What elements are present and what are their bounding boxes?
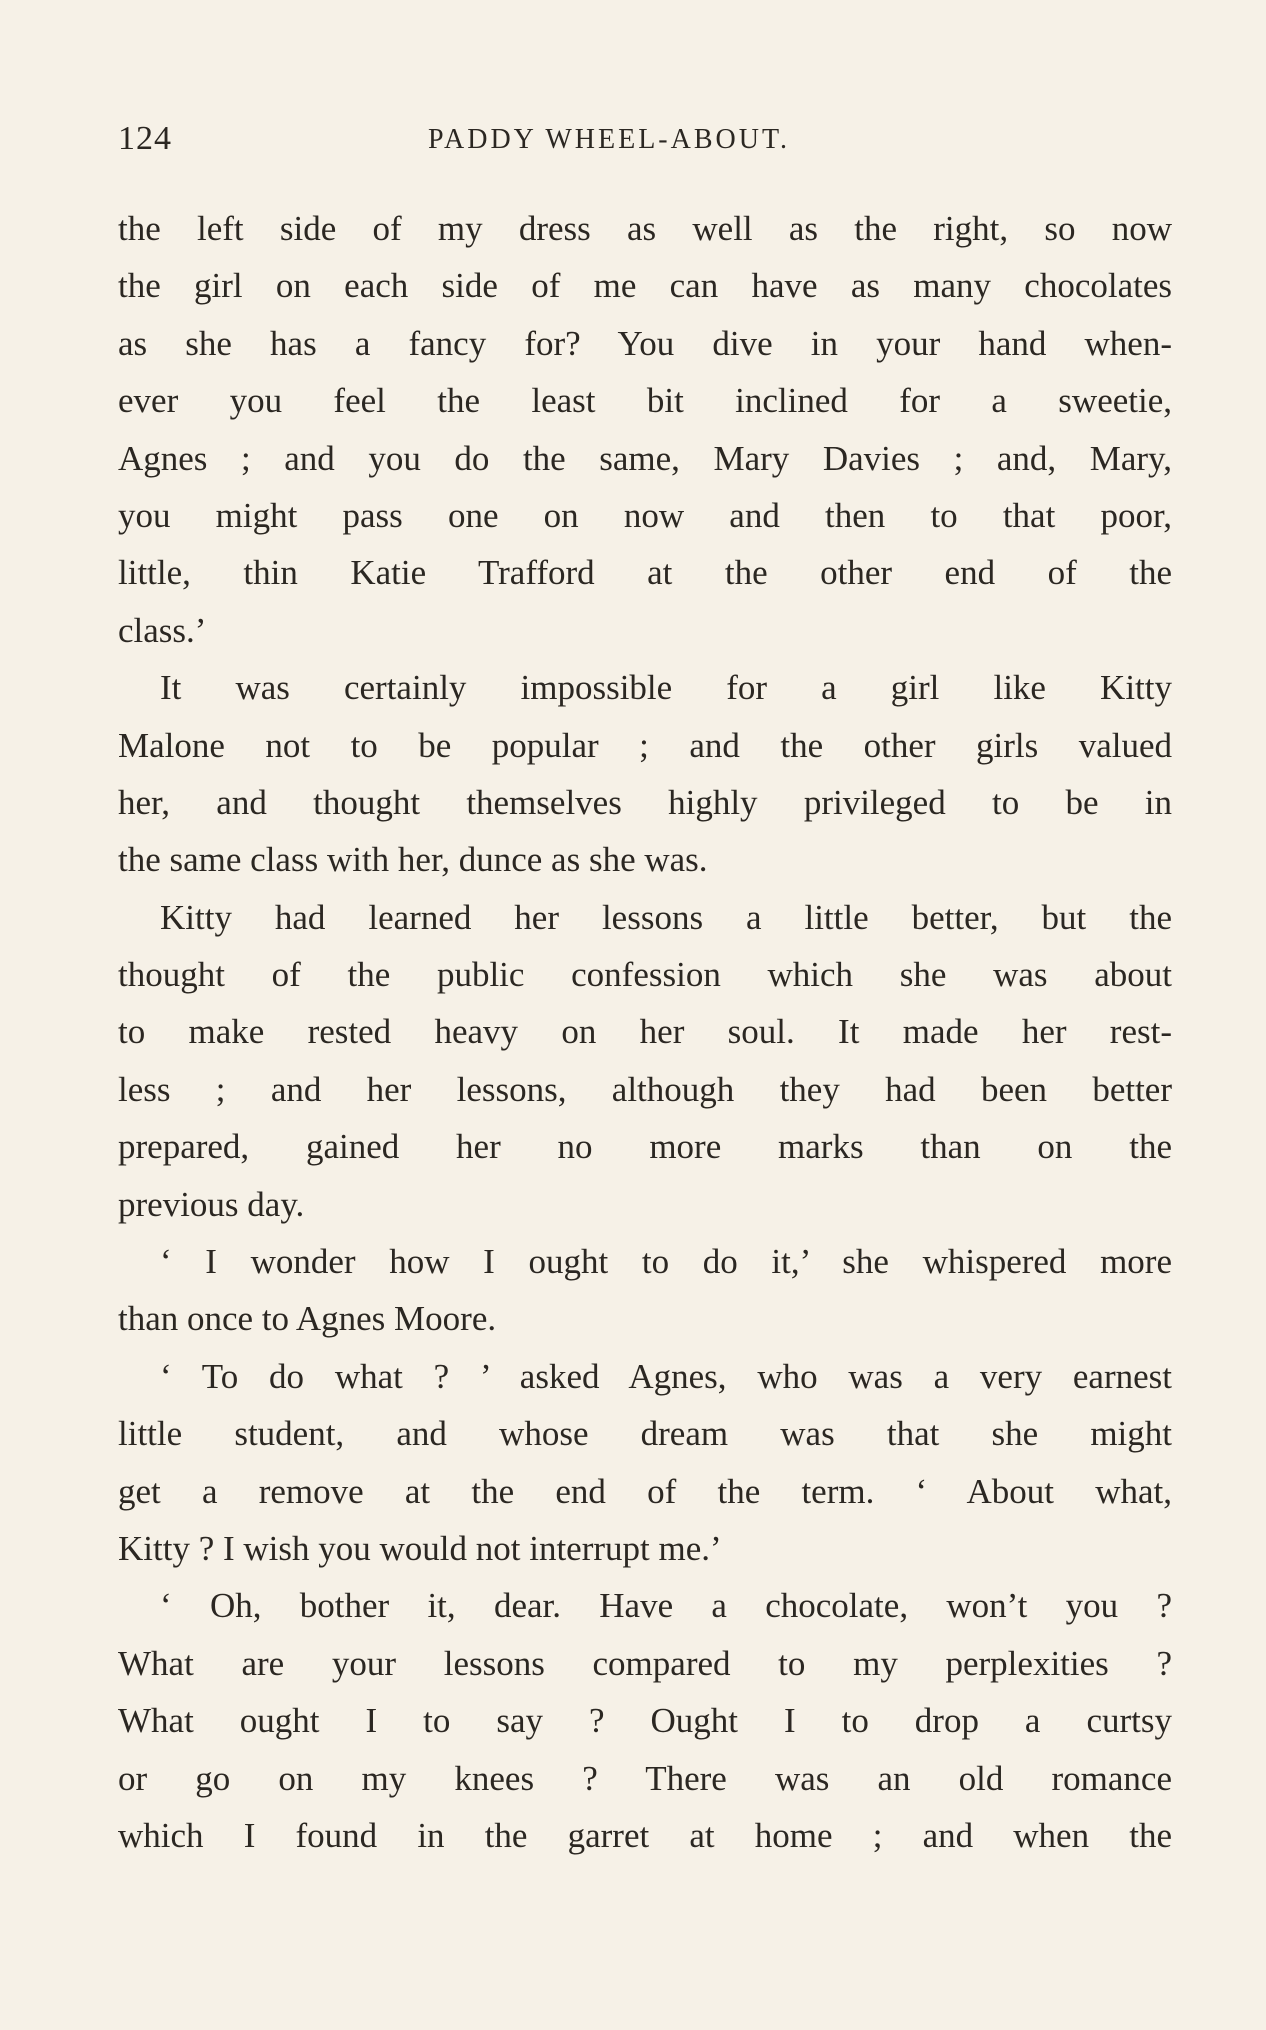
text-line: It was certainly impossible for a girl like Kitty (160, 668, 1172, 708)
text-line: Malone not to be popular ; and the other girls valued (118, 725, 1172, 765)
text-line: little student, and whose dream was that she might (118, 1414, 1172, 1454)
text-line: What ought I to say ? Ought I to drop a curtsy (118, 1701, 1172, 1741)
text-line: less ; and her lessons, although they had been better (118, 1069, 1172, 1109)
text-line: previous day. (118, 1184, 305, 1224)
text-line: ‘ Oh, bother it, dear. Have a chocolate, won’t you ? (160, 1586, 1172, 1626)
text-line: Kitty had learned her lessons a little better, but the (160, 897, 1172, 937)
text-line: the girl on each side of me can have as many chocolates (118, 266, 1172, 306)
text-line: which I found in the garret at home ; and when the (118, 1815, 1172, 1855)
body-text (118, 200, 1172, 1864)
text-line: class.’ (118, 610, 207, 650)
text-line: the same class with her, dunce as she was. (118, 840, 708, 880)
text-line: to make rested heavy on her soul. It made her rest- (118, 1012, 1172, 1052)
text-line: Agnes ; and you do the same, Mary Davies ; and, Mary, (118, 438, 1172, 478)
text-line: ‘ I wonder how I ought to do it,’ she whispered more (160, 1242, 1172, 1282)
text-line: get a remove at the end of the term. ‘ About what, (118, 1471, 1172, 1511)
text-line: the left side of my dress as well as the right, so now (118, 209, 1172, 248)
text-line: ever you feel the least bit inclined for a sweetie, (118, 381, 1172, 421)
text-line: prepared, gained her no more marks than on the (118, 1127, 1172, 1167)
text-line: thought of the public confession which she was about (118, 955, 1172, 995)
text-line: What are your lessons compared to my perplexities ? (118, 1643, 1172, 1683)
text-line: little, thin Katie Trafford at the other end of the (118, 553, 1172, 593)
running-head (118, 120, 1170, 164)
text-line: than once to Agnes Moore. (118, 1299, 497, 1339)
running-title: PADDY WHEEL-ABOUT. (428, 124, 790, 155)
text-line: ‘ To do what ? ’ asked Agnes, who was a very earnest (160, 1356, 1172, 1396)
text-line: or go on my knees ? There was an old romance (118, 1758, 1172, 1798)
text-line: you might pass one on now and then to that poor, (118, 495, 1172, 535)
text-line: Kitty ? I wish you would not interrupt me.’ (118, 1528, 722, 1568)
text-line: as she has a fancy for? You dive in your hand when- (118, 323, 1172, 363)
page-number: 124 (118, 120, 172, 157)
text-line: her, and thought themselves highly privileged to be in (118, 782, 1172, 822)
